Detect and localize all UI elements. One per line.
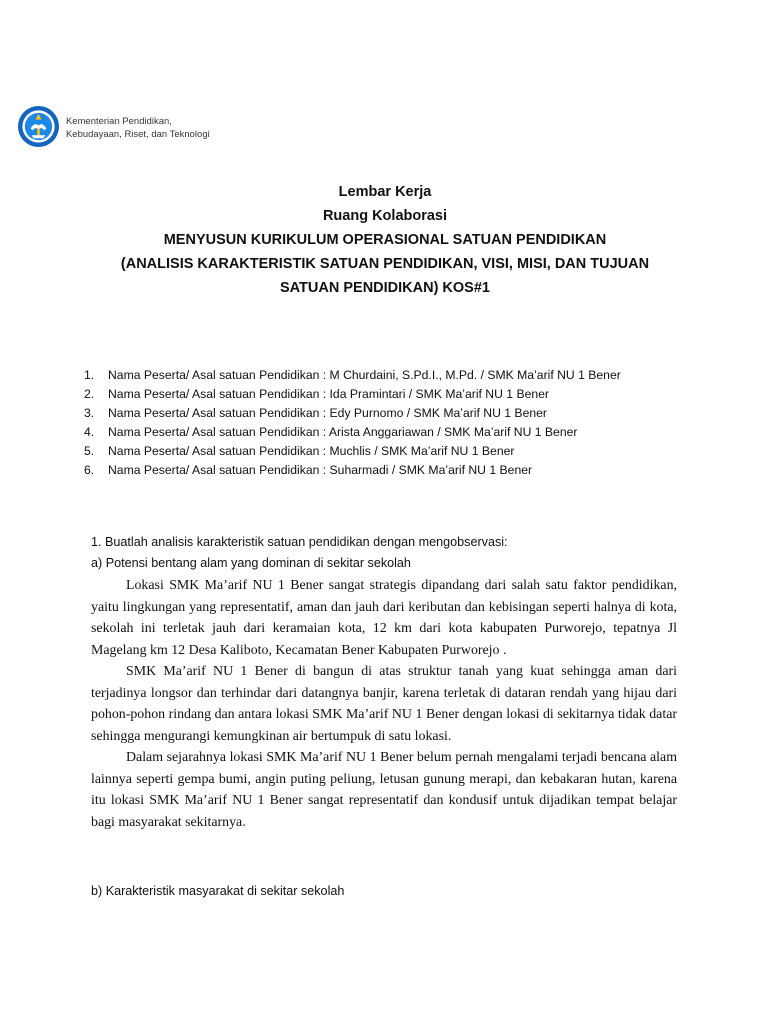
- list-item: [84, 366, 621, 385]
- list-item: [84, 385, 621, 404]
- question-1b: b) Karakteristik masyarakat di sekitar sekolah: [91, 884, 345, 898]
- list-item-number: 6.: [84, 463, 95, 477]
- paragraph: Dalam sejarahnya lokasi SMK Ma’arif NU 1 Bener belum pernah mengalami terjadi bencana alam lainnya seperti gempa bumi, angin puting peliung, letusan gunung merapi, dan kebakaran hutan, karena itu lokasi SMK Ma’arif NU 1 Bener sangat representatif dan kondusif untuk dijadikan tempat belajar bagi masyarakat sekitarnya.: [91, 750, 677, 830]
- ministry-logo: [17, 105, 210, 148]
- list-item-text: Nama Peserta/ Asal satuan Pendidikan : Muchlis / SMK Ma’arif NU 1 Bener: [108, 444, 515, 458]
- answer-body: [91, 575, 677, 833]
- title-line4: (ANALISIS KARAKTERISTIK SATUAN PENDIDIKAN, VISI, MISI, DAN TUJUAN: [120, 256, 650, 272]
- list-item-number: 2.: [84, 387, 95, 401]
- list-item: [84, 442, 621, 461]
- list-item-number: 5.: [84, 444, 95, 458]
- list-item-number: 4.: [84, 425, 95, 439]
- list-item: [84, 404, 621, 423]
- list-item-text: Nama Peserta/ Asal satuan Pendidikan : Arista Anggariawan / SMK Ma’arif NU 1 Bener: [108, 425, 578, 439]
- question-1: 1. Buatlah analisis karakteristik satuan pendidikan dengan mengobservasi:: [91, 535, 508, 549]
- title-line1: Lembar Kerja: [338, 184, 432, 200]
- logo-text-line2: Kebudayaan, Riset, dan Teknologi: [66, 127, 210, 139]
- list-item-text: Nama Peserta/ Asal satuan Pendidikan : Edy Purnomo / SMK Ma’arif NU 1 Bener: [108, 406, 547, 420]
- title-line5: SATUAN PENDIDIKAN) KOS#1: [279, 280, 490, 296]
- list-item-number: 3.: [84, 406, 95, 420]
- list-item-text: Nama Peserta/ Asal satuan Pendidikan : Suharmadi / SMK Ma’arif NU 1 Bener: [108, 463, 533, 477]
- tut-wuri-handayani-emblem-icon: [17, 105, 60, 148]
- title-line3: MENYUSUN KURIKULUM OPERASIONAL SATUAN PENDIDIKAN: [163, 232, 607, 248]
- title-line2: Ruang Kolaborasi: [322, 208, 448, 224]
- logo-text-line1: Kementerian Pendidikan,: [66, 114, 172, 126]
- list-item-text: Nama Peserta/ Asal satuan Pendidikan : Ida Pramintari / SMK Ma’arif NU 1 Bener: [108, 387, 549, 401]
- list-item: [84, 461, 621, 480]
- paragraph: Lokasi SMK Ma’arif NU 1 Bener sangat strategis dipandang dari salah satu faktor pendidikan, yaitu lingkungan yang representatif, aman dan jauh dari keributan dan kebisingan seperti halnya di kota, sekolah ini terletak jauh dari keramaian kota, 12 km dari kota kabupaten Purworejo, tepatnya Jl Magelang km 12 Desa Kaliboto, Kecamatan Bener Kabupaten Purworejo .: [91, 578, 677, 658]
- list-item-number: 1.: [84, 368, 95, 382]
- paragraph: SMK Ma’arif NU 1 Bener di bangun di atas struktur tanah yang kuat sehingga aman dari terjadinya longsor dan terhindar dari datangnya banjir, karena terletak di dataran rendah yang hijau dari pohon-pohon rindang dan antara lokasi SMK Ma’arif NU 1 Bener dengan lokasi di sekitarnya tidak datar sehingga mengurangi kemungkinan air bertumpuk di satu lokasi.: [91, 664, 677, 744]
- question-1a: a) Potensi bentang alam yang dominan di sekitar sekolah: [91, 556, 411, 570]
- document-title: [80, 180, 690, 300]
- participant-list: [84, 366, 621, 480]
- list-item: [84, 423, 621, 442]
- list-item-text: Nama Peserta/ Asal satuan Pendidikan : M Churdaini, S.Pd.I., M.Pd. / SMK Ma’arif NU 1 Bener: [108, 368, 621, 382]
